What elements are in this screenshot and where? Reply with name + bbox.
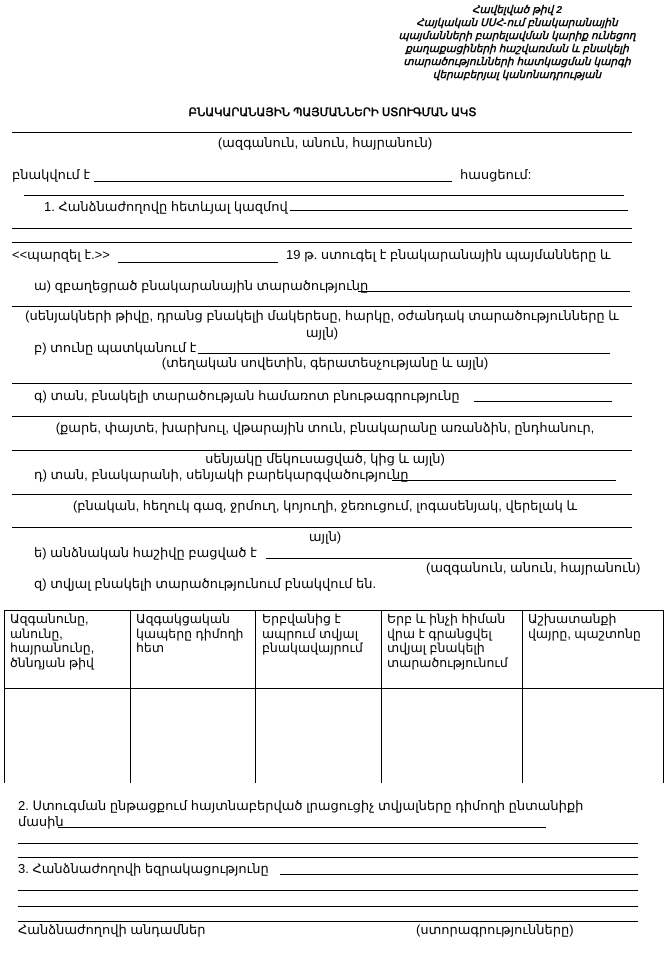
section-2-line-3[interactable] bbox=[18, 857, 638, 858]
address-line-2[interactable] bbox=[24, 195, 624, 196]
table-header-cell: Ազգակցական կապերը դիմողի հետ bbox=[136, 612, 244, 655]
annex-line: վերաբերյալ կանոնադրության bbox=[432, 69, 602, 81]
table-header-cell: Աշխատանքի վայրը, պաշտոնը bbox=[528, 612, 641, 641]
item-g-note-2: սենյակը մեկուսացված, կից և այլն) bbox=[205, 451, 445, 466]
address-line[interactable] bbox=[94, 181, 452, 182]
signatures-label: (ստորագրությունները) bbox=[416, 922, 574, 937]
item-d-note-1: (բնական, հեղուկ գազ, ջրմուղ, կոյուղի, ջեռուցում, լոգասենյակ, վերելակ և bbox=[72, 498, 578, 513]
full-name-line[interactable] bbox=[12, 132, 632, 133]
annex-line: Հայկական ՍՍՀ-ում բնակարանային bbox=[416, 17, 618, 29]
section-3-line-2[interactable] bbox=[18, 890, 638, 891]
item-e-label: ե) անձնական հաշիվը բացված է bbox=[34, 545, 257, 560]
section-3-label: 3. Հանձնաժողովի եզրակացությունը bbox=[18, 861, 269, 876]
annex-line: պայմանների բարելավման կարիք ունեցող bbox=[398, 30, 636, 42]
item-e-note: (ազգանուն, անուն, հայրանուն) bbox=[426, 560, 641, 575]
section-2-label: 2. Ստուգման ընթացքում հայտնաբերված լրացուցիչ տվյալները դիմողի ընտանիքի bbox=[18, 798, 584, 813]
annex-line: քաղաքացիների հաշվառման և բնակելի bbox=[405, 43, 629, 55]
section-2-label-cont: մասին bbox=[18, 814, 64, 829]
item-d-note-2: այլն) bbox=[308, 529, 342, 544]
item-b-line-2[interactable] bbox=[12, 383, 632, 384]
full-name-note: (ազգանուն, անուն, հայրանուն) bbox=[217, 135, 433, 150]
item-a-note: (սենյակների թիվը, դրանց բնակելի մակերեսը, հարկը, օժանդակ տարածությունները և այլն) bbox=[25, 308, 619, 340]
table-body-empty[interactable] bbox=[5, 689, 662, 783]
commission-line-2[interactable] bbox=[12, 228, 632, 229]
commission-line-3[interactable] bbox=[12, 242, 632, 243]
table-header-cell: Երբվանից է ապրում տվյալ բնակավայրում bbox=[262, 612, 363, 655]
members-label: Հանձնաժողովի անդամներ bbox=[18, 922, 206, 937]
commission-label: 1. Հանձնաժողովը հետևյալ կազմով bbox=[44, 199, 288, 214]
date-line[interactable] bbox=[118, 262, 278, 263]
item-b-label: բ) տունը պատկանում է bbox=[34, 340, 197, 355]
resides-label: բնակվում է bbox=[12, 167, 91, 182]
item-g-label: գ) տան, բնակելի տարածության համառոտ բնութագրությունը bbox=[34, 388, 460, 403]
item-d-label: դ) տան, բնակարանի, սենյակի բարեկարգվածությունը bbox=[34, 467, 409, 482]
item-d-line[interactable] bbox=[392, 480, 616, 481]
item-z-label: զ) տվյալ բնակելի տարածությունում բնակվում են. bbox=[34, 576, 377, 591]
section-2-line-2[interactable] bbox=[18, 843, 638, 844]
item-d-line-3[interactable] bbox=[12, 527, 632, 528]
item-a-label: ա) զբաղեցրած բնակարանային տարածությունը bbox=[34, 278, 369, 293]
item-b-note: (տեղական սովետին, գերատեսչությանը և այլն) bbox=[161, 355, 489, 370]
table-col-border bbox=[663, 610, 664, 783]
item-g-line[interactable] bbox=[474, 401, 612, 402]
item-b-line[interactable] bbox=[198, 353, 610, 354]
annex-header bbox=[372, 4, 662, 82]
address-label: հասցեում: bbox=[460, 167, 532, 182]
item-g-note-1: (քարե, փայտե, խարխուլ, վթարային տուն, բնակարանը առանձին, ընդհանուր, bbox=[55, 420, 595, 435]
clarified-label: <<պարզել է.>> bbox=[12, 247, 110, 262]
document-title: ԲՆԱԿԱՐԱՆԱՅԻՆ ՊԱՅՄԱՆՆԵՐԻ ՍՏՈՒԳՄԱՆ ԱԿՏ bbox=[188, 107, 477, 119]
annex-line: Հավելված թիվ 2 bbox=[471, 4, 563, 16]
section-2-line[interactable] bbox=[58, 827, 546, 828]
annex-line: տարածությունների հատկացման կարգի bbox=[403, 56, 631, 68]
table-header-cell: Ազգանունը, անունը, հայրանունը, ծննդյան թիվ bbox=[10, 612, 95, 670]
item-a-line[interactable] bbox=[358, 291, 630, 292]
item-d-line-2[interactable] bbox=[12, 494, 632, 495]
inspection-text: 19 թ. ստուգել է բնակարանային պայմանները և bbox=[286, 247, 611, 262]
table-header-cell: Երբ և ինչի հիման վրա է գրանցվել տվյալ բնակելի տարածությունում bbox=[387, 612, 508, 670]
section-3-line[interactable] bbox=[280, 874, 638, 875]
table-top-border bbox=[4, 610, 663, 611]
item-e-line[interactable] bbox=[266, 558, 632, 559]
item-g-line-2[interactable] bbox=[12, 416, 632, 417]
section-3-line-3[interactable] bbox=[18, 906, 638, 907]
commission-line[interactable] bbox=[290, 210, 628, 211]
